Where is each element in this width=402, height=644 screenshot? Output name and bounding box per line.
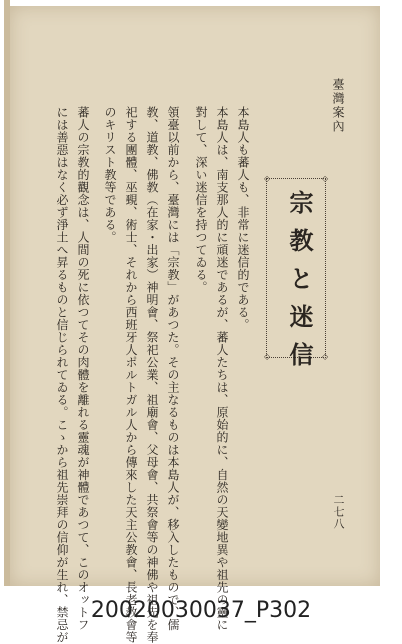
body-line: 祀する團體、巫覡、術士、それから西班牙人ポルトガル人から傳來した天主公教會、長老教會等: [124, 106, 138, 644]
body-line: 領臺以前から、臺灣には「宗教」があつた。その主なるものは本島人が、移入したもので、儒: [166, 106, 180, 631]
frame-corner-ornament: ◇: [264, 174, 271, 183]
catalog-id-caption: 20020030037_P302: [90, 598, 312, 623]
body-line: のキリスト教等である。: [103, 106, 117, 244]
section-title: 宗教と迷信: [285, 190, 314, 380]
body-line: 教、道教、佛教（在家・出家）神明會、祭祀公業、祖廟會、父母會、共祭會等の神佛や祖先を奉: [145, 106, 159, 644]
frame-corner-ornament: ◇: [322, 174, 329, 183]
body-line: 對して、深い迷信を持つてゐる。: [194, 106, 208, 294]
body-line: 本島人も蕃人も、非常に迷信的である。: [236, 106, 250, 331]
body-line: には善惡はなく必ず淨土へ昇るものと信じられてゐる。こゝから祖先崇拜の信仰が生れ、禁忌が: [55, 106, 69, 644]
body-line: 蕃人の宗教的觀念は、人間の死に依つてその肉體を離れる靈魂が神體であつて、このオットフ: [76, 106, 90, 631]
page-number: 二七八: [332, 494, 345, 530]
body-line: 本島人は、南支那人的に頑迷であるが、蕃人たちは、原始的に、自然の天變地異や祖先の靈に: [215, 106, 229, 631]
frame-corner-ornament: ◇: [264, 352, 271, 361]
running-header-title: 臺灣案內: [331, 78, 345, 134]
frame-corner-ornament: ◇: [322, 352, 329, 361]
